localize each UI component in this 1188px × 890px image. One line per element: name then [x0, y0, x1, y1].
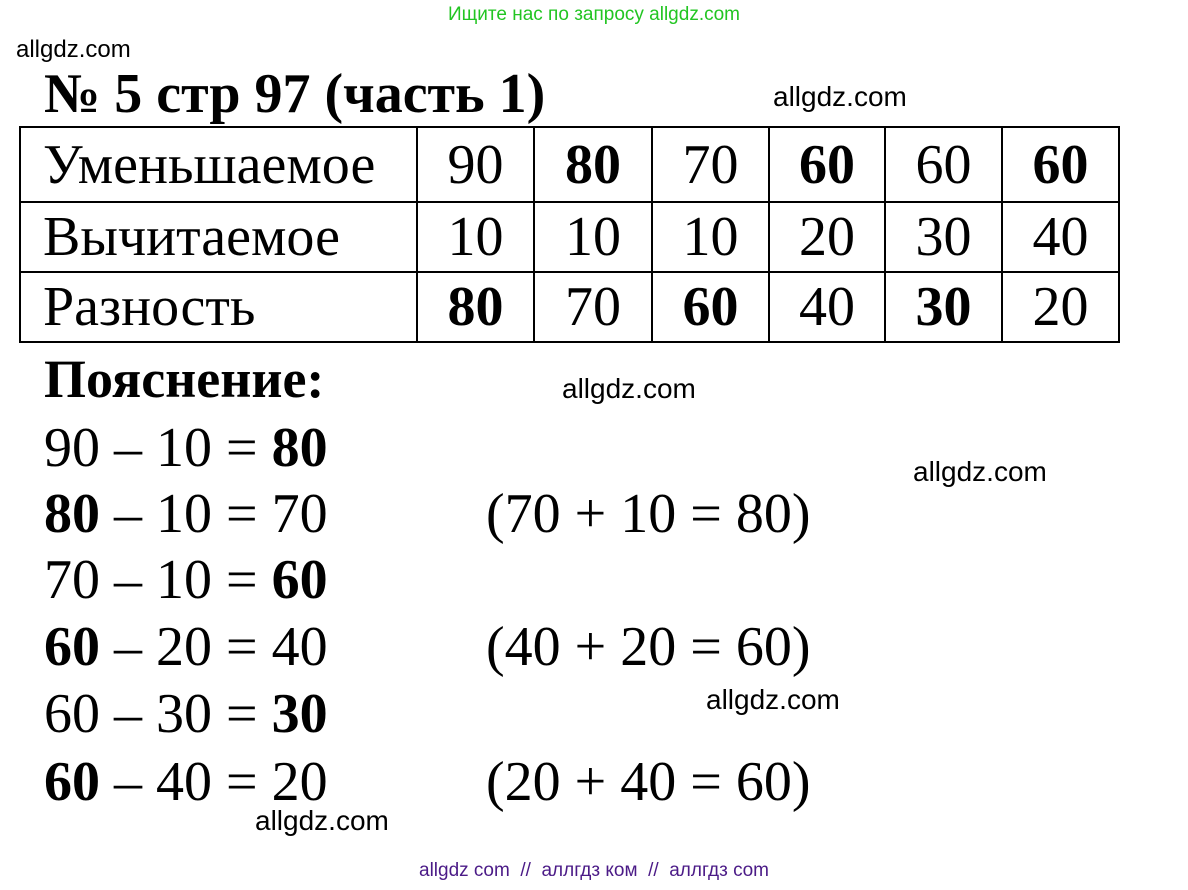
equation-check: (20 + 40 = 60) — [486, 751, 811, 813]
table-cell: 20 — [769, 202, 885, 272]
equals-sign: = — [212, 549, 272, 611]
minus-sign: – — [100, 616, 156, 678]
table-cell: 60 — [652, 272, 769, 342]
equation-subtrahend: 20 — [156, 616, 212, 678]
minus-sign: – — [100, 751, 156, 813]
row-label: Разность — [20, 272, 417, 342]
table-cell: 90 — [417, 127, 534, 202]
watermark: allgdz.com — [773, 81, 907, 112]
table-cell: 30 — [885, 202, 1002, 272]
watermark: allgdz.com — [913, 456, 1047, 487]
page-title: № 5 стр 97 (часть 1) — [44, 63, 546, 125]
table-cell: 60 — [769, 127, 885, 202]
minus-sign: – — [100, 417, 156, 479]
equation-result: 30 — [271, 683, 328, 745]
table-row-minuend — [20, 127, 1119, 202]
equation-subtrahend: 10 — [156, 483, 212, 545]
row-label: Вычитаемое — [20, 202, 417, 272]
watermark: allgdz.com — [16, 36, 131, 63]
equation-subtrahend: 40 — [156, 751, 212, 813]
table-cell: 80 — [417, 272, 534, 342]
equation-minuend: 60 — [44, 683, 100, 745]
table-cell: 10 — [534, 202, 652, 272]
equation — [44, 683, 328, 745]
equation — [44, 751, 328, 813]
equals-sign: = — [212, 683, 272, 745]
equation-result: 70 — [271, 483, 328, 545]
watermark: allgdz.com — [706, 684, 840, 715]
table-cell: 60 — [1002, 127, 1119, 202]
watermark: allgdz.com — [255, 805, 389, 836]
table-cell: 40 — [1002, 202, 1119, 272]
equals-sign: = — [212, 417, 272, 479]
table-row-difference — [20, 272, 1119, 342]
equation-check: (70 + 10 = 80) — [486, 483, 811, 545]
equation-result: 60 — [271, 549, 328, 611]
table-cell: 70 — [652, 127, 769, 202]
table-cell: 80 — [534, 127, 652, 202]
minus-sign: – — [100, 549, 156, 611]
bottom-banner: allgdz com // аллгдз ком // аллгдз com — [419, 860, 769, 881]
equals-sign: = — [212, 616, 272, 678]
equation-check: (40 + 20 = 60) — [486, 616, 811, 678]
equation — [44, 616, 328, 678]
table-cell: 30 — [885, 272, 1002, 342]
top-banner: Ищите нас по запросу allgdz.com — [447, 4, 740, 25]
minus-sign: – — [100, 483, 156, 545]
table-cell: 20 — [1002, 272, 1119, 342]
row-label: Уменьшаемое — [20, 127, 417, 202]
equation-subtrahend: 10 — [156, 417, 212, 479]
equation-result: 80 — [271, 417, 328, 479]
table-cell: 10 — [652, 202, 769, 272]
equation-result: 40 — [271, 616, 328, 678]
equation-subtrahend: 30 — [156, 683, 212, 745]
table-cell: 60 — [885, 127, 1002, 202]
equation — [44, 549, 328, 611]
equation-minuend: 80 — [44, 483, 100, 545]
equation-minuend: 90 — [44, 417, 100, 479]
equation-result: 20 — [271, 751, 328, 813]
minus-sign: – — [100, 683, 156, 745]
equation-minuend: 60 — [44, 751, 100, 813]
subtraction-table — [19, 126, 1120, 343]
equation — [44, 483, 328, 545]
equation — [44, 417, 328, 479]
equation-subtrahend: 10 — [156, 549, 212, 611]
equation-minuend: 70 — [44, 549, 100, 611]
equation-minuend: 60 — [44, 616, 100, 678]
equals-sign: = — [212, 483, 272, 545]
explanation-heading: Пояснение: — [44, 349, 325, 409]
table-cell: 40 — [769, 272, 885, 342]
equals-sign: = — [212, 751, 272, 813]
table-cell: 70 — [534, 272, 652, 342]
watermark: allgdz.com — [562, 373, 696, 404]
table-row-subtrahend — [20, 202, 1119, 272]
table-cell: 10 — [417, 202, 534, 272]
